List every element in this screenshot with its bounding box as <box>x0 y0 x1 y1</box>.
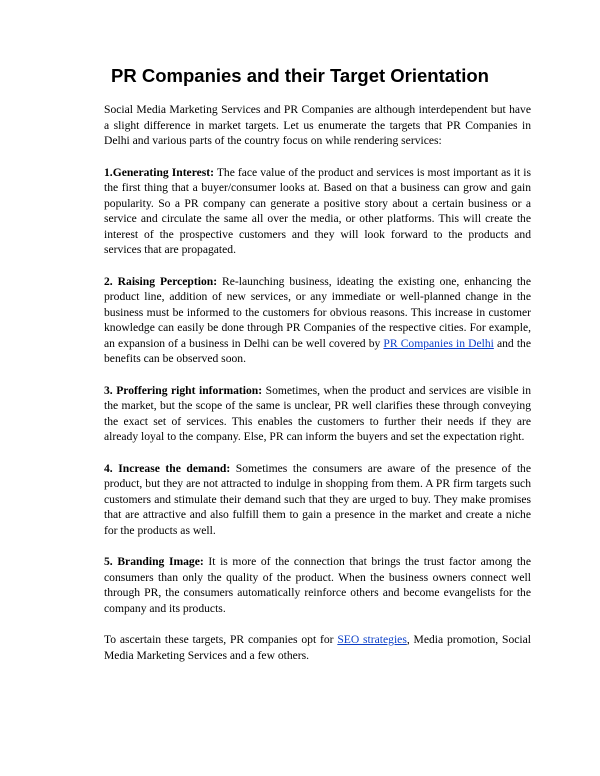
section-heading: 5. Branding Image: <box>104 555 204 568</box>
section-generating-interest <box>104 165 531 258</box>
document-body <box>104 102 531 679</box>
pr-companies-in-delhi-link[interactable]: PR Companies in Delhi <box>383 336 494 350</box>
intro-paragraph: Social Media Marketing Services and PR Companies are although interdependent but have a slight difference in market targets. Let us enumerate the targets that PR Companies in Delhi and various parts of the country focus on while rendering services: <box>104 103 531 147</box>
seo-strategies-link[interactable]: SEO strategies <box>337 633 407 646</box>
section-text: Sometimes, when the product and services are visible in the market, but the scope of the same is unclear, PR well clarifies these through conveying the exact set of services. This enables the customers to further their needs if they are already loyal to the company. Else, PR can inform the buyers and set the expectation right. <box>104 383 531 443</box>
closing-text: To ascertain these targets, PR companies opt for <box>104 633 334 646</box>
section-branding-image <box>104 554 531 616</box>
closing-paragraph <box>104 632 531 663</box>
section-proffering-right-information <box>104 383 531 445</box>
section-heading: 1.Generating Interest: <box>104 165 215 179</box>
section-heading: 3. Proffering right information: <box>104 383 263 397</box>
section-heading: 2. Raising Perception: <box>104 274 218 288</box>
section-text-after-link: and the benefits can be observed soon. <box>104 336 531 365</box>
section-increase-the-demand <box>104 461 531 539</box>
closing-text-after-link: , Media promotion, Social Media Marketing Services and a few others. <box>104 633 531 662</box>
page-title: PR Companies and their Target Orientation <box>111 65 489 86</box>
section-text: The face value of the product and services is most important as it is the first thing that a buyer/consumer looks at. Based on that a business can grow and gain popularity. So a PR company can generate a positive story about a certain business or a service and circulate the same all over the media, or other platforms. This will create the interest of the prospective customers and they will look forward to the products and services that are propagated. <box>104 165 531 256</box>
section-text: It is more of the connection that brings the trust factor among the consumers than only the quality of the product. When the business owners connect well through PR, the consumers automatically reinforce others and become evangelists for the company and its products. <box>104 555 531 615</box>
section-text: Re-launching business, ideating the existing one, enhancing the product line, addition of new services, or any immediate or well-planned change in the business must be informed to the customers for obvious reasons. This increase in customer knowledge can easily be done through PR Companies of the respective cities. For example, an expansion of a business in Delhi can be well covered by <box>104 274 531 350</box>
section-heading: 4. Increase the demand: <box>104 461 231 475</box>
section-text: Sometimes the consumers are aware of the presence of the product, but they are not attracted to indulge in shopping from them. A PR firm targets such customers and stimulate their demand such that they are urged to buy. They make promises that are attractive and also fulfill them to gain a presence in the market and create a niche for the products as well. <box>104 461 531 537</box>
section-raising-perception <box>104 274 531 367</box>
